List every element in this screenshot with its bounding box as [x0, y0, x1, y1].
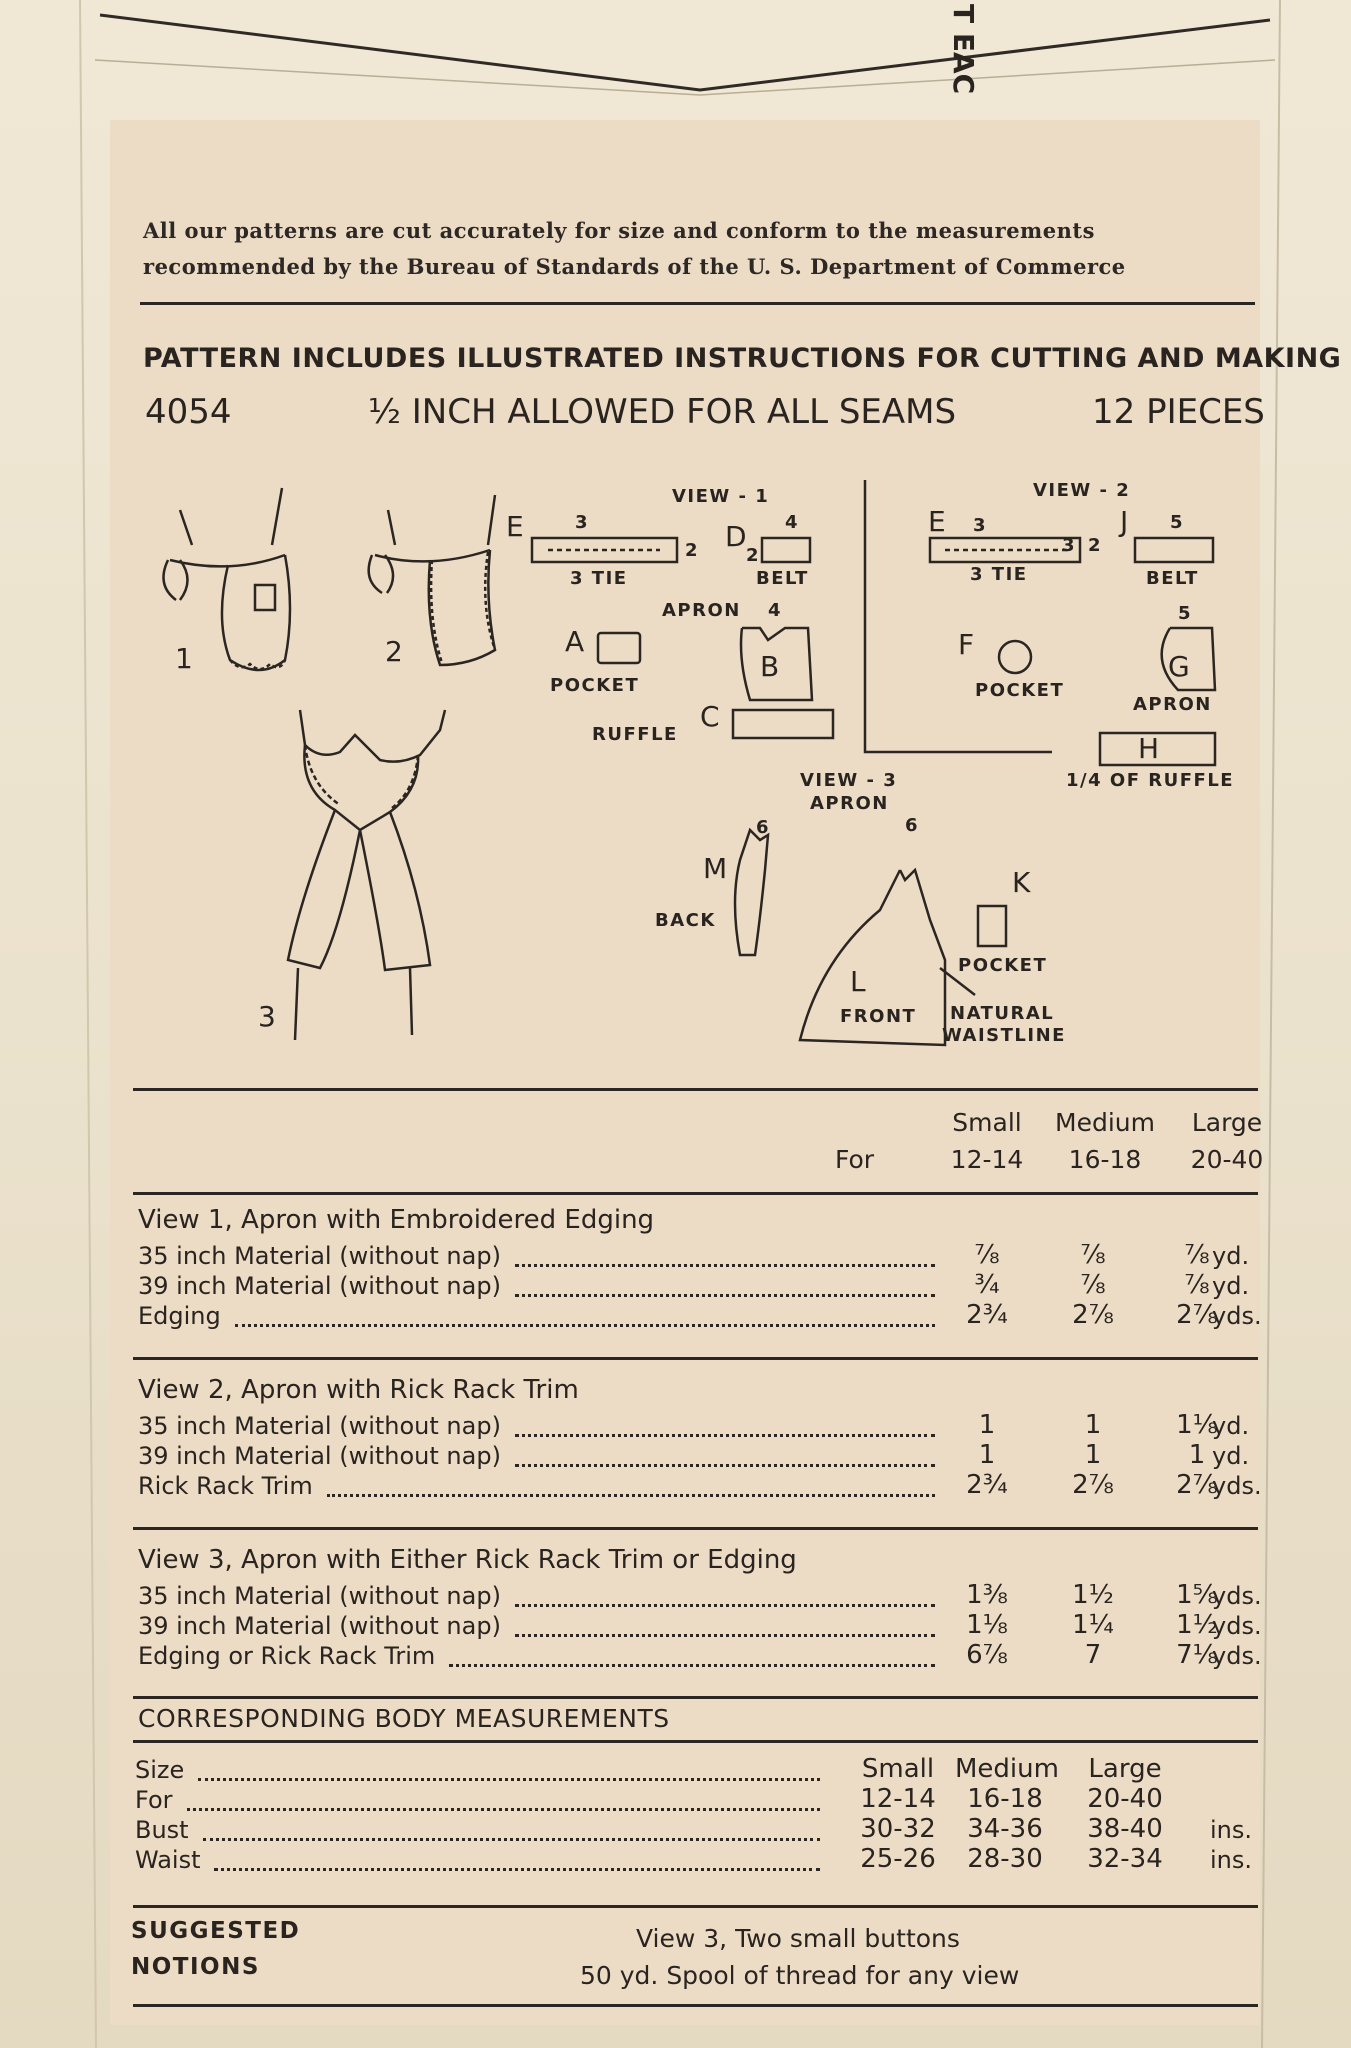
piece-count: 12 PIECES — [1092, 392, 1265, 432]
yardage-value: ¾ — [974, 1270, 1000, 1300]
view1-tie-num: 3 — [575, 512, 590, 533]
view3-title: VIEW - 3 — [800, 770, 898, 791]
dot-leader — [515, 1464, 935, 1467]
illustration-divider — [133, 1088, 1258, 1091]
view2-title: VIEW - 2 — [1033, 480, 1131, 501]
yardage-row-label: Edging — [138, 1302, 221, 1330]
yardage-value: 6⅞ — [966, 1640, 1008, 1670]
size-small-header: Small — [952, 1108, 1022, 1137]
view1-pocket-letter: A — [565, 625, 585, 658]
body-unit: ins. — [1210, 1816, 1253, 1844]
view3-subtitle: APRON — [810, 793, 889, 814]
body-measurements-bottom-rule — [133, 1905, 1258, 1908]
view3-back-label: BACK — [655, 910, 716, 931]
yardage-value: 7 — [1084, 1640, 1102, 1670]
view3-waist-label1: NATURAL — [950, 1003, 1055, 1024]
view1-belt-letter: D — [725, 520, 747, 553]
dot-leader — [515, 1264, 935, 1267]
yardage-unit: yd. — [1212, 1242, 1250, 1270]
view3-front-letter: L — [850, 965, 866, 998]
view3-apron-sketch — [288, 710, 445, 1040]
yardage-value: ⅞ — [1080, 1270, 1106, 1300]
view3-front-num: 6 — [905, 815, 920, 836]
notions-line-2: 50 yd. Spool of thread for any view — [580, 1961, 1020, 1990]
yardage-value: 7⅛ — [1176, 1640, 1218, 1670]
body-value: 30-32 — [860, 1814, 936, 1844]
view1-ruffle-letter: C — [700, 700, 720, 733]
view2-tie-letter: E — [928, 505, 946, 538]
view3-front-label: FRONT — [840, 1006, 917, 1027]
view-number-2: 2 — [385, 635, 403, 668]
yardage-value: ⅞ — [1184, 1270, 1210, 1300]
body-measurements-top-rule — [133, 1696, 1258, 1699]
for-label: For — [835, 1145, 875, 1174]
yardage-row-label: 39 inch Material (without nap) — [138, 1272, 501, 1300]
notions-bottom-rule — [133, 2004, 1258, 2007]
yardage-value: 1⅜ — [966, 1580, 1008, 1610]
size-medium-header: Medium — [1055, 1108, 1155, 1137]
seam-allowance: ½ INCH ALLOWED FOR ALL SEAMS — [368, 392, 957, 432]
view2-pocket-label: POCKET — [975, 680, 1065, 701]
view2-tie-num2: 2 — [1088, 535, 1103, 556]
view1-apron-label: APRON — [662, 600, 741, 621]
view1-ruffle-label: RUFFLE — [592, 724, 678, 745]
body-value: Large — [1088, 1754, 1162, 1784]
body-value: Small — [861, 1754, 935, 1784]
yardage-value: 1 — [1084, 1440, 1102, 1470]
dot-leader — [515, 1604, 935, 1607]
dot-leader — [515, 1294, 935, 1297]
range-medium-header: 16-18 — [1068, 1145, 1142, 1174]
view-number-1: 1 — [175, 642, 193, 675]
dot-leader — [515, 1434, 935, 1437]
yardage-unit: yds. — [1212, 1472, 1262, 1500]
dot-leader — [203, 1838, 820, 1841]
view1-tie-num2: 2 — [685, 540, 700, 561]
view1-title: VIEW - 1 — [672, 486, 770, 507]
yardage-value: 2⅞ — [1176, 1300, 1218, 1330]
yardage-row-label: 35 inch Material (without nap) — [138, 1582, 501, 1610]
body-value: 12-14 — [860, 1784, 936, 1814]
body-value: 20-40 — [1087, 1784, 1163, 1814]
view2-apron-label: APRON — [1133, 694, 1212, 715]
yardage-value: 1⅛ — [966, 1610, 1008, 1640]
size-header-divider — [133, 1192, 1258, 1195]
yardage-unit: yds. — [1212, 1612, 1262, 1640]
body-value: 28-30 — [967, 1844, 1043, 1874]
yardage-row-label: 39 inch Material (without nap) — [138, 1442, 501, 1470]
yardage-value: ⅞ — [974, 1240, 1000, 1270]
body-row-label: Waist — [135, 1846, 201, 1874]
yardage-unit: yd. — [1212, 1442, 1250, 1470]
body-row-label: For — [135, 1786, 173, 1814]
view2-belt-label: BELT — [1146, 568, 1199, 589]
view1-belt-num: 4 — [785, 512, 800, 533]
body-value: 34-36 — [967, 1814, 1043, 1844]
view2-ruffle-letter: H — [1138, 732, 1160, 765]
yardage-value: 1 — [978, 1410, 996, 1440]
dot-leader — [187, 1808, 820, 1811]
notions-title-2: NOTIONS — [131, 1954, 260, 1980]
dot-leader — [235, 1324, 935, 1327]
yardage-value: 1½ — [1176, 1610, 1218, 1640]
body-value: 32-34 — [1087, 1844, 1163, 1874]
dot-leader — [449, 1664, 935, 1667]
view3-pocket-label: POCKET — [958, 955, 1048, 976]
view2-belt-letter: J — [1120, 505, 1129, 538]
yardage-value: 1½ — [1072, 1580, 1114, 1610]
pattern-number: 4054 — [145, 392, 232, 432]
notions-line-1: View 3, Two small buttons — [636, 1924, 960, 1953]
yardage-block-divider — [133, 1527, 1258, 1530]
view2-ruffle-label: 1/4 OF RUFFLE — [1066, 770, 1235, 791]
view-number-3: 3 — [258, 1000, 276, 1033]
yardage-value: 2⅞ — [1072, 1470, 1114, 1500]
yardage-row-label: Rick Rack Trim — [138, 1472, 313, 1500]
corner-text: T EAC — [947, 4, 980, 95]
view3-back-num: 6 — [756, 817, 771, 838]
view3-back-letter: M — [703, 852, 728, 885]
yardage-unit: yds. — [1212, 1642, 1262, 1670]
view2-tie-num: 3 — [973, 515, 988, 536]
view1-apron-num: 4 — [768, 600, 783, 621]
yardage-unit: yds. — [1212, 1582, 1262, 1610]
yardage-row-label: Edging or Rick Rack Trim — [138, 1642, 436, 1670]
yardage-value: 1 — [1188, 1440, 1206, 1470]
notice-line-1: All our patterns are cut accurately for size and conform to the measurements — [143, 218, 1095, 243]
yardage-value: 1⅝ — [1176, 1580, 1218, 1610]
yardage-view-title: View 2, Apron with Rick Rack Trim — [138, 1375, 579, 1405]
size-large-header: Large — [1191, 1108, 1263, 1137]
range-large-header: 20-40 — [1190, 1145, 1264, 1174]
yardage-value: 2¾ — [966, 1300, 1008, 1330]
body-measurements-title-rule — [133, 1740, 1258, 1743]
instructions-heading: PATTERN INCLUDES ILLUSTRATED INSTRUCTIONS FOR CUTTING AND MAKING — [143, 343, 1342, 374]
yardage-row-label: 39 inch Material (without nap) — [138, 1612, 501, 1640]
view1-pocket-label: POCKET — [550, 675, 640, 696]
body-row-label: Bust — [135, 1816, 189, 1844]
view1-belt-num2: 2 — [746, 545, 761, 566]
body-value: 16-18 — [967, 1784, 1043, 1814]
view3-pocket-letter: K — [1012, 866, 1031, 899]
yardage-value: 1 — [1084, 1410, 1102, 1440]
view2-belt-num: 5 — [1170, 512, 1185, 533]
yardage-value: 2¾ — [966, 1470, 1008, 1500]
yardage-unit: yd. — [1212, 1272, 1250, 1300]
body-value: 25-26 — [860, 1844, 936, 1874]
body-unit: ins. — [1210, 1846, 1253, 1874]
yardage-value: 1¼ — [1072, 1610, 1114, 1640]
range-small-header: 12-14 — [950, 1145, 1024, 1174]
body-value: 38-40 — [1087, 1814, 1163, 1844]
body-measurements-title: CORRESPONDING BODY MEASUREMENTS — [138, 1704, 670, 1733]
notions-title-1: SUGGESTED — [131, 1918, 301, 1944]
yardage-view-title: View 1, Apron with Embroidered Edging — [138, 1205, 655, 1235]
view2-pocket-letter: F — [958, 628, 975, 661]
yardage-value: 2⅞ — [1176, 1470, 1218, 1500]
view1-apron-letter: B — [760, 650, 780, 683]
yardage-value: 1⅛ — [1176, 1410, 1218, 1440]
view3-waist-label2: WAISTLINE — [942, 1025, 1066, 1046]
view2-tie-label: 3 TIE — [970, 564, 1028, 585]
body-value: Medium — [955, 1754, 1059, 1784]
yardage-row-label: 35 inch Material (without nap) — [138, 1242, 501, 1270]
view1-tie-label: 3 TIE — [570, 568, 628, 589]
yardage-view-title: View 3, Apron with Either Rick Rack Trim or Edging — [138, 1545, 797, 1575]
view2-tie-mid: 3 — [1062, 535, 1077, 556]
yardage-block-divider — [133, 1357, 1258, 1360]
yardage-value: ⅞ — [1184, 1240, 1210, 1270]
yardage-value: ⅞ — [1080, 1240, 1106, 1270]
dot-leader — [515, 1634, 935, 1637]
dot-leader — [214, 1868, 820, 1871]
yardage-value: 2⅞ — [1072, 1300, 1114, 1330]
body-row-label: Size — [135, 1756, 185, 1784]
yardage-unit: yds. — [1212, 1302, 1262, 1330]
view2-apron-num: 5 — [1178, 603, 1193, 624]
yardage-unit: yd. — [1212, 1412, 1250, 1440]
dot-leader — [327, 1494, 935, 1497]
yardage-row-label: 35 inch Material (without nap) — [138, 1412, 501, 1440]
yardage-value: 1 — [978, 1440, 996, 1470]
view2-apron-letter: G — [1168, 650, 1190, 683]
dot-leader — [198, 1778, 820, 1781]
notice-line-2: recommended by the Bureau of Standards of the U. S. Department of Commerce — [143, 254, 1126, 279]
view1-tie-letter: E — [506, 510, 524, 543]
view1-belt-label: BELT — [756, 568, 809, 589]
